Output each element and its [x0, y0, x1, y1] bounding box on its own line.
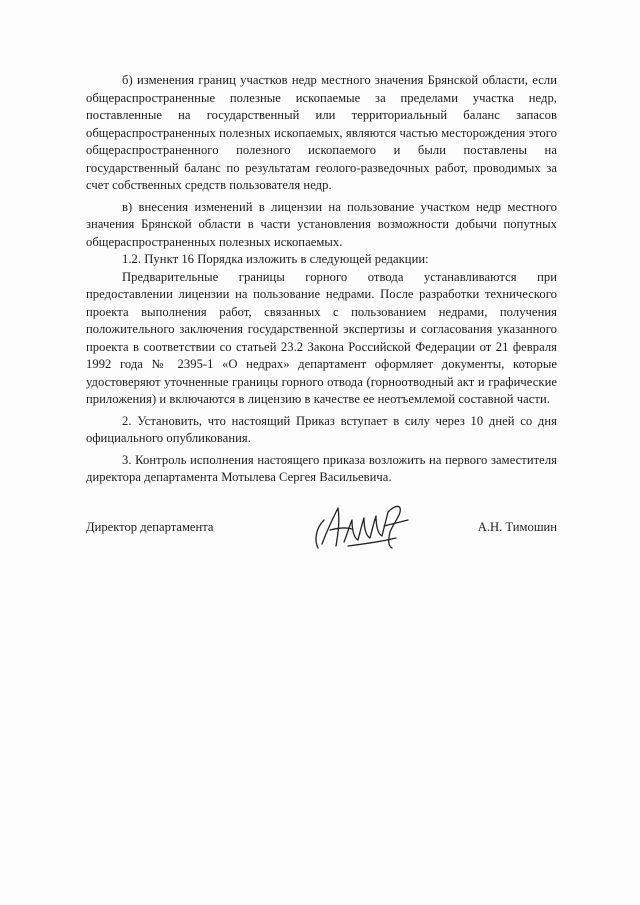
paragraph-b-boundary-changes: б) изменения границ участков недр местного значения Брянской области, если общераспространенные полезные ископаемые за пределами участка недр, поставленные на государственный или территориальный баланс запасов общераспространенных полезных ископаемых, являются частью месторождения этого общераспространенного полезного ископаемого и были поставлены на государственный баланс по результатам геолого-разведочных работ, проводимых за счет собственных средств пользователя недр.	[86, 73, 557, 192]
paragraph-mining-allotment: Предварительные границы горного отвода устанавливаются при предоставлении лицензии на пользование недрами. После разработки технического проекта выполнения работ, связанных с пользованием недрами, получения положительного заключения государственной экспертизы и согласования указанного проекта в соответствии со статьей 23.2 Закона Российской Федерации от 21 февраля 1992 года № 2395-1 «О недрах» департамент оформляет документы, которые удостоверяют уточненные границы горного отвода (горноотводный акт и графические приложения) и включаются в лицензию в качестве ее неотъемлемой составной части.	[86, 269, 557, 406]
signatory-title: Директор департамента	[86, 520, 214, 534]
paragraph-3-control: 3. Контроль исполнения настоящего приказа возложить на первого заместителя директора департамента Мотылева Сергея Васильевича.	[86, 452, 557, 484]
paragraph-v-license-changes: в) внесения изменений в лицензии на пользование участком недр местного значения Брянской области в части установления возможности добычи попутных общераспространенных полезных ископаемых.	[86, 199, 557, 249]
paragraph-2-effective-date: 2. Установить, что настоящий Приказ вступает в силу через 10 дней со дня официального опубликования.	[86, 413, 557, 445]
signature-block	[86, 498, 557, 558]
handwritten-signature	[308, 498, 420, 554]
signatory-name: А.Н. Тимошин	[477, 520, 557, 534]
paragraph-1-2-heading: 1.2. Пункт 16 Порядка изложить в следующей редакции:	[122, 252, 429, 266]
document-body	[86, 72, 557, 487]
